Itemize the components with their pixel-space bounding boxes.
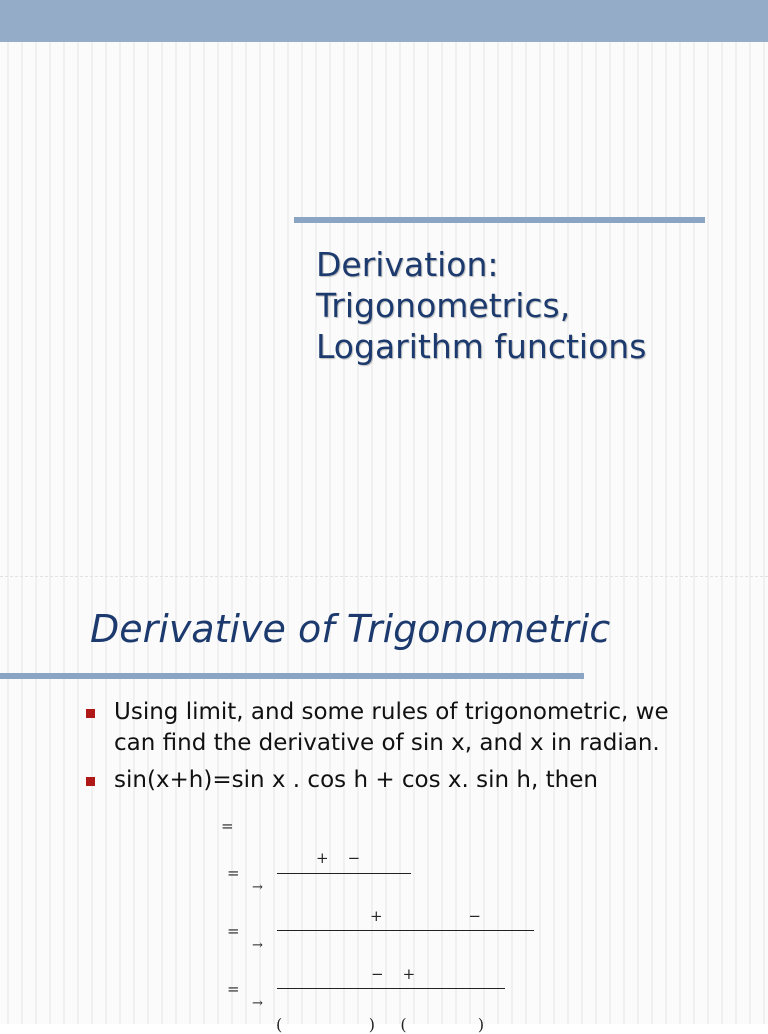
numerator-operators: − + xyxy=(371,965,416,983)
title-rule xyxy=(294,217,705,223)
bullet-line: can find the derivative of sin x, and x in radian. xyxy=(114,730,660,756)
numerator-operators: + − xyxy=(316,849,361,867)
limit-arrow-icon: → xyxy=(252,938,263,953)
heading-rule xyxy=(0,673,584,679)
bullet-square-icon xyxy=(86,777,95,786)
limit-arrow-icon: → xyxy=(252,996,263,1011)
title-line: Trigonometrics, xyxy=(316,286,571,325)
bullet-square-icon xyxy=(86,709,95,718)
content-slide xyxy=(0,576,768,1034)
equals-sign: = xyxy=(227,980,240,998)
equals-sign: = xyxy=(227,922,240,940)
title-line: Derivation: xyxy=(316,245,499,284)
bullet-line: Using limit, and some rules of trigonometric, we xyxy=(114,699,669,725)
bullet-item xyxy=(86,765,756,796)
bullet-item xyxy=(86,697,756,759)
bullet-line: sin(x+h)=sin x . cos h + cos x. sin h, then xyxy=(114,767,598,793)
numerator-operators: + − xyxy=(370,907,481,925)
bullet-list xyxy=(86,697,756,802)
fraction-bar xyxy=(277,873,411,874)
fraction-bar xyxy=(277,988,505,989)
equals-sign: = xyxy=(221,817,234,835)
limit-arrow-icon: → xyxy=(252,880,263,895)
title-line: Logarithm functions xyxy=(316,327,647,366)
header-band xyxy=(0,0,768,42)
fraction-bar xyxy=(277,930,534,931)
equals-sign: = xyxy=(227,864,240,882)
slide-heading: Derivative of Trigonometric xyxy=(90,607,611,651)
slide-title xyxy=(316,244,756,367)
bottom-parentheses: ( ) ( ) xyxy=(276,1015,485,1034)
